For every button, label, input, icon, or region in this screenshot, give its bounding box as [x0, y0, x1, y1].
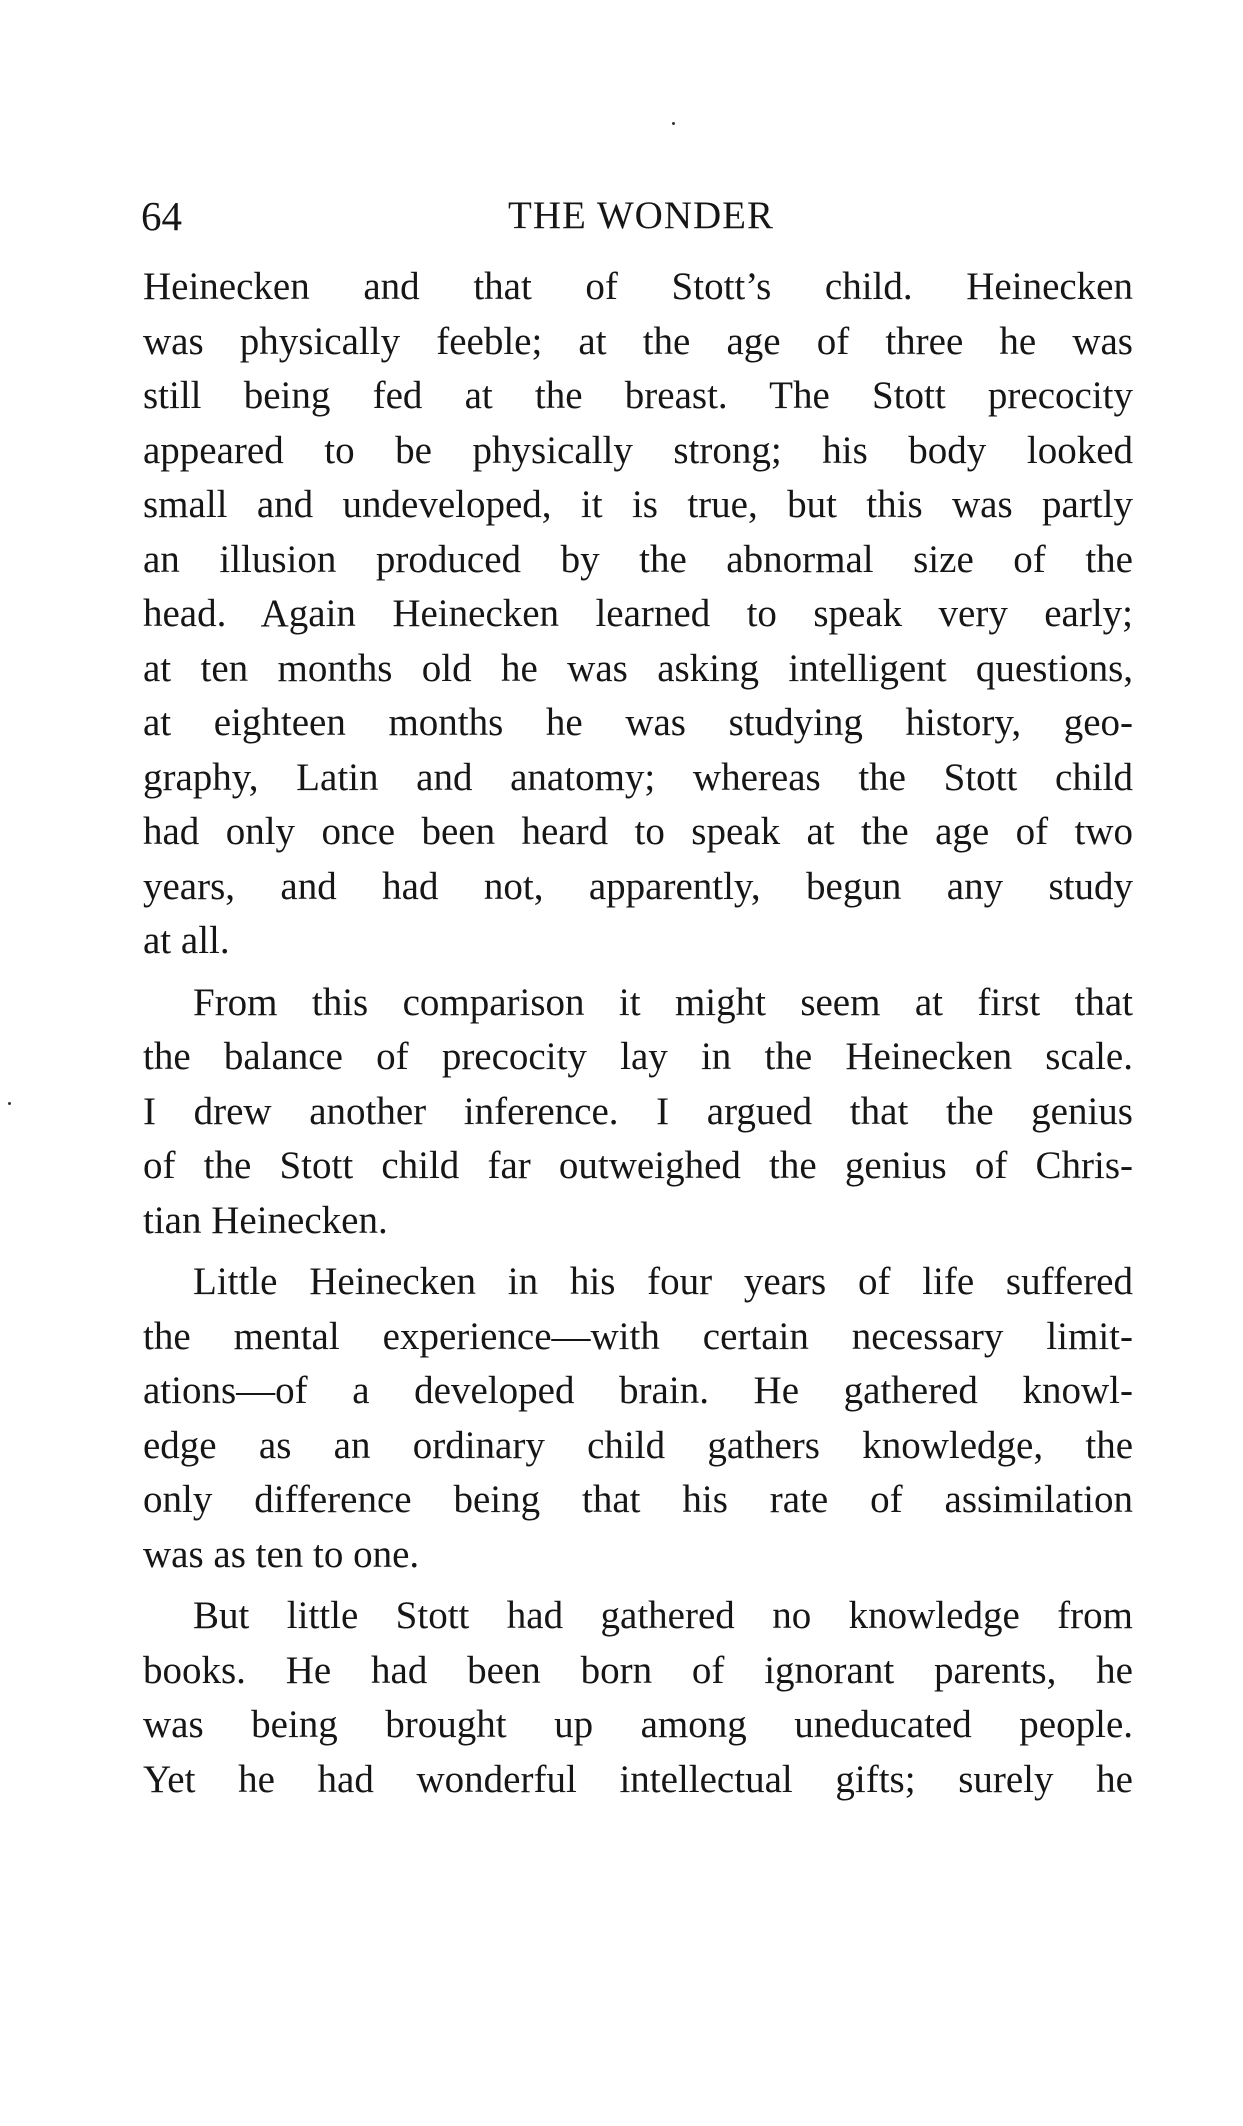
text-line: appeared to be physically strong; his body looked [143, 428, 1133, 472]
text-line: books. He had been born of ignorant parents, he [143, 1648, 1133, 1692]
text-line: edge as an ordinary child gathers knowledge, the [143, 1423, 1133, 1467]
paragraph [143, 1255, 1133, 1582]
text-line: was being brought up among uneducated people. [143, 1703, 1133, 1746]
paragraph [143, 976, 1133, 1249]
text-line: still being fed at the breast. The Stott precocity [143, 374, 1133, 417]
text-line: at ten months old he was asking intelligent questions, [143, 646, 1133, 690]
text-line: at eighteen months he was studying history, geo- [143, 701, 1133, 744]
running-title: THE WONDER [508, 194, 774, 237]
ink-speck [8, 1102, 11, 1105]
paragraph [143, 260, 1133, 969]
text-line: had only once been heard to speak at the age of two [143, 810, 1133, 853]
text-line: only difference being that his rate of assimilation [143, 1478, 1133, 1521]
text-line: an illusion produced by the abnormal size of the [143, 537, 1133, 581]
text-line: Little Heinecken in his four years of life suffered [193, 1260, 1133, 1303]
text-line: small and undeveloped, it is true, but this was partly [143, 483, 1133, 526]
text-line: tian Heinecken. [143, 1198, 388, 1242]
running-head [141, 186, 1131, 246]
text-line: But little Stott had gathered no knowledge from [193, 1594, 1133, 1637]
page-number: 64 [141, 193, 182, 239]
text-line: I drew another inference. I argued that the genius [143, 1089, 1133, 1133]
text-line: graphy, Latin and anatomy; whereas the Stott child [143, 755, 1133, 799]
text-line: Heinecken and that of Stott’s child. Heinecken [143, 265, 1133, 308]
text-line: From this comparison it might seem at first that [193, 980, 1133, 1024]
text-line: head. Again Heinecken learned to speak very early; [143, 592, 1133, 635]
paragraph [143, 1589, 1133, 1807]
ink-speck [672, 122, 675, 125]
body-text [143, 260, 1133, 1807]
text-line: at all. [143, 919, 230, 962]
text-line: was as ten to one. [143, 1532, 420, 1576]
text-line: the balance of precocity lay in the Heinecken scale. [143, 1035, 1133, 1078]
text-line: the mental experience—with certain necessary limit- [143, 1314, 1133, 1358]
text-line: was physically feeble; at the age of three he was [143, 319, 1133, 363]
text-line: Yet he had wonderful intellectual gifts; surely he [143, 1757, 1133, 1801]
text-line: of the Stott child far outweighed the genius of Chris- [143, 1144, 1133, 1187]
text-line: years, and had not, apparently, begun any study [143, 864, 1133, 908]
text-line: ations—of a developed brain. He gathered knowl- [143, 1369, 1133, 1412]
